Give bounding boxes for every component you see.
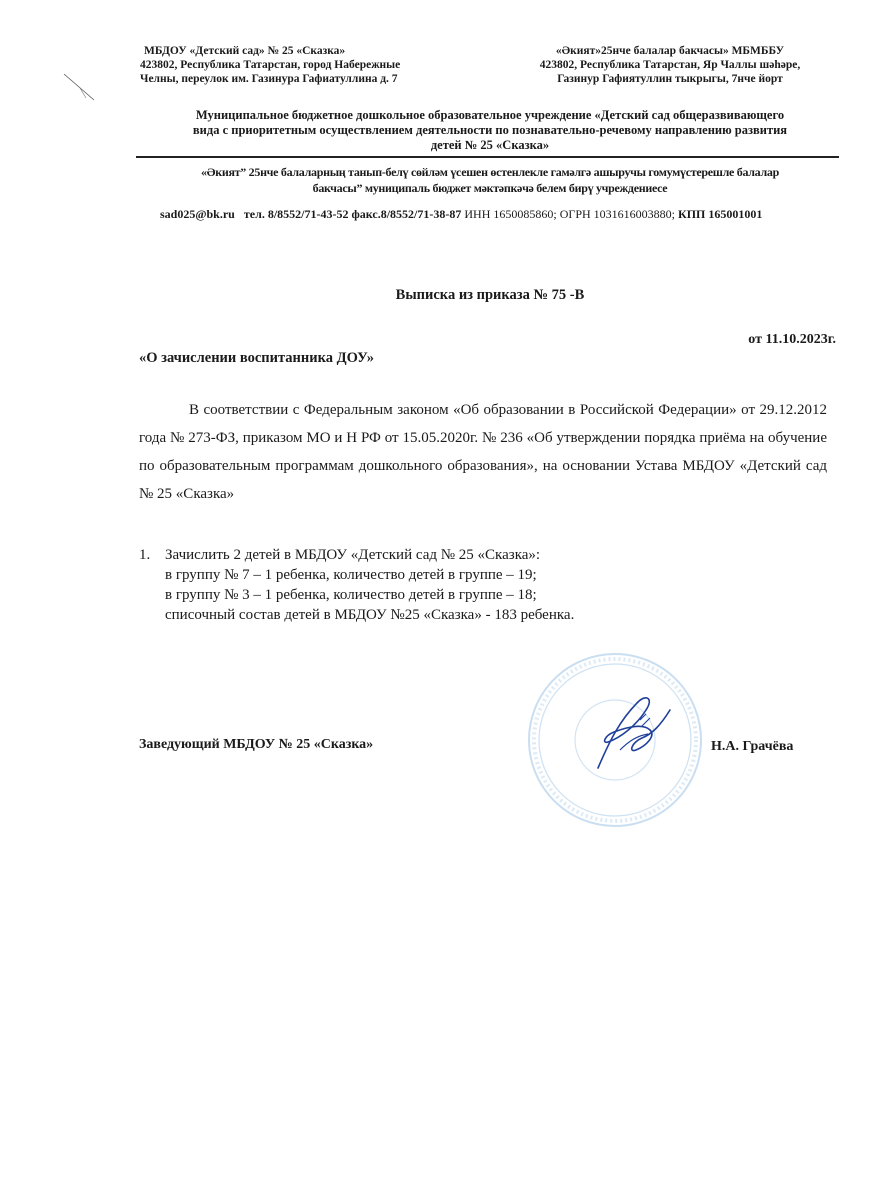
full-name-line: Муниципальное бюджетное дошкольное образовательное учреждение «Детский сад общеразвивающего	[195, 108, 785, 122]
header-right-block	[505, 44, 835, 86]
organization-full-name	[140, 108, 840, 153]
inn-text: ИНН 1650085860;	[464, 207, 557, 221]
header-right-line: Газинур Гафиятуллин тыкрыгы, 7нче йорт	[557, 73, 783, 85]
header-divider	[136, 156, 839, 158]
organization-tatar-name	[150, 164, 830, 196]
document-subject: «О зачислении воспитанника ДОУ»	[139, 350, 375, 366]
document-body	[139, 396, 827, 508]
list-item-line: в группу № 3 – 1 ребенка, количество детей в группе – 18;	[165, 587, 537, 603]
header-left-line: МБДОУ «Детский сад» № 25 «Сказка»	[144, 45, 346, 57]
contacts-line	[160, 207, 850, 222]
order-list	[139, 545, 829, 625]
ogrn-text: ОГРН 1031616003880;	[559, 207, 676, 221]
document-title: Выписка из приказа № 75 -В	[395, 287, 585, 303]
body-paragraph: В соответствии с Федеральным законом «Об образовании в Российской Федерации» от 29.12.2012 года № 273-ФЗ, приказом МО и Н РФ от 15.05.2020г. № 236 «Об утверждении порядка приёма на обучение по образовательным программам дошкольного образования», на основании Устава МБДОУ «Детский сад № 25 «Сказка»	[139, 402, 827, 502]
header-right-line: «Әкият»25нче балалар бакчасы» МБМББУ	[555, 45, 785, 57]
header-left-line: 423802, Республика Татарстан, город Набережные	[140, 59, 401, 71]
scan-mark	[60, 68, 100, 108]
header-left-line: Челны, переулок им. Газинура Гафиатуллина д. 7	[140, 73, 398, 85]
list-item-number: 1.	[139, 547, 151, 563]
full-name-line: вида с приоритетным осуществлением деятельности по познавательно-речевому направлению развития	[192, 123, 788, 137]
kpp-text: КПП 165001001	[678, 207, 763, 221]
signatory-name: Н.А. Грачёва	[711, 739, 794, 754]
header-right-line: 423802, Республика Татарстан, Яр Чаллы шәһәре,	[539, 59, 801, 71]
list-item	[139, 545, 829, 625]
list-item-line: Зачислить 2 детей в МБДОУ «Детский сад № 25 «Сказка»:	[165, 547, 541, 563]
list-item-lines	[165, 545, 574, 625]
signatory-position: Заведующий МБДОУ № 25 «Сказка»	[139, 737, 374, 752]
document-date: от 11.10.2023г.	[748, 332, 836, 347]
phones-text: тел. 8/8552/71-43-52 факс.8/8552/71-38-87	[243, 207, 462, 221]
list-item-line: списочный состав детей в МБДОУ №25 «Сказка» - 183 ребенка.	[165, 607, 575, 623]
email-text: sad025@bk.ru	[160, 207, 235, 221]
tatar-name-line: «Әкият” 25нче балаларның танып-белү сөйләм үсешен өстенлекле гамәлгә ашыручы гомумүстерешле балалар	[200, 165, 779, 179]
full-name-line: детей № 25 «Сказка»	[430, 138, 550, 152]
header-left-block	[140, 44, 480, 86]
list-item-line: в группу № 7 – 1 ребенка, количество детей в группе – 19;	[165, 567, 537, 583]
handwritten-signature	[580, 680, 690, 790]
tatar-name-line: бакчасы” муниципаль бюджет мәктәпкәчә белем бирү учреждениесе	[312, 181, 668, 195]
